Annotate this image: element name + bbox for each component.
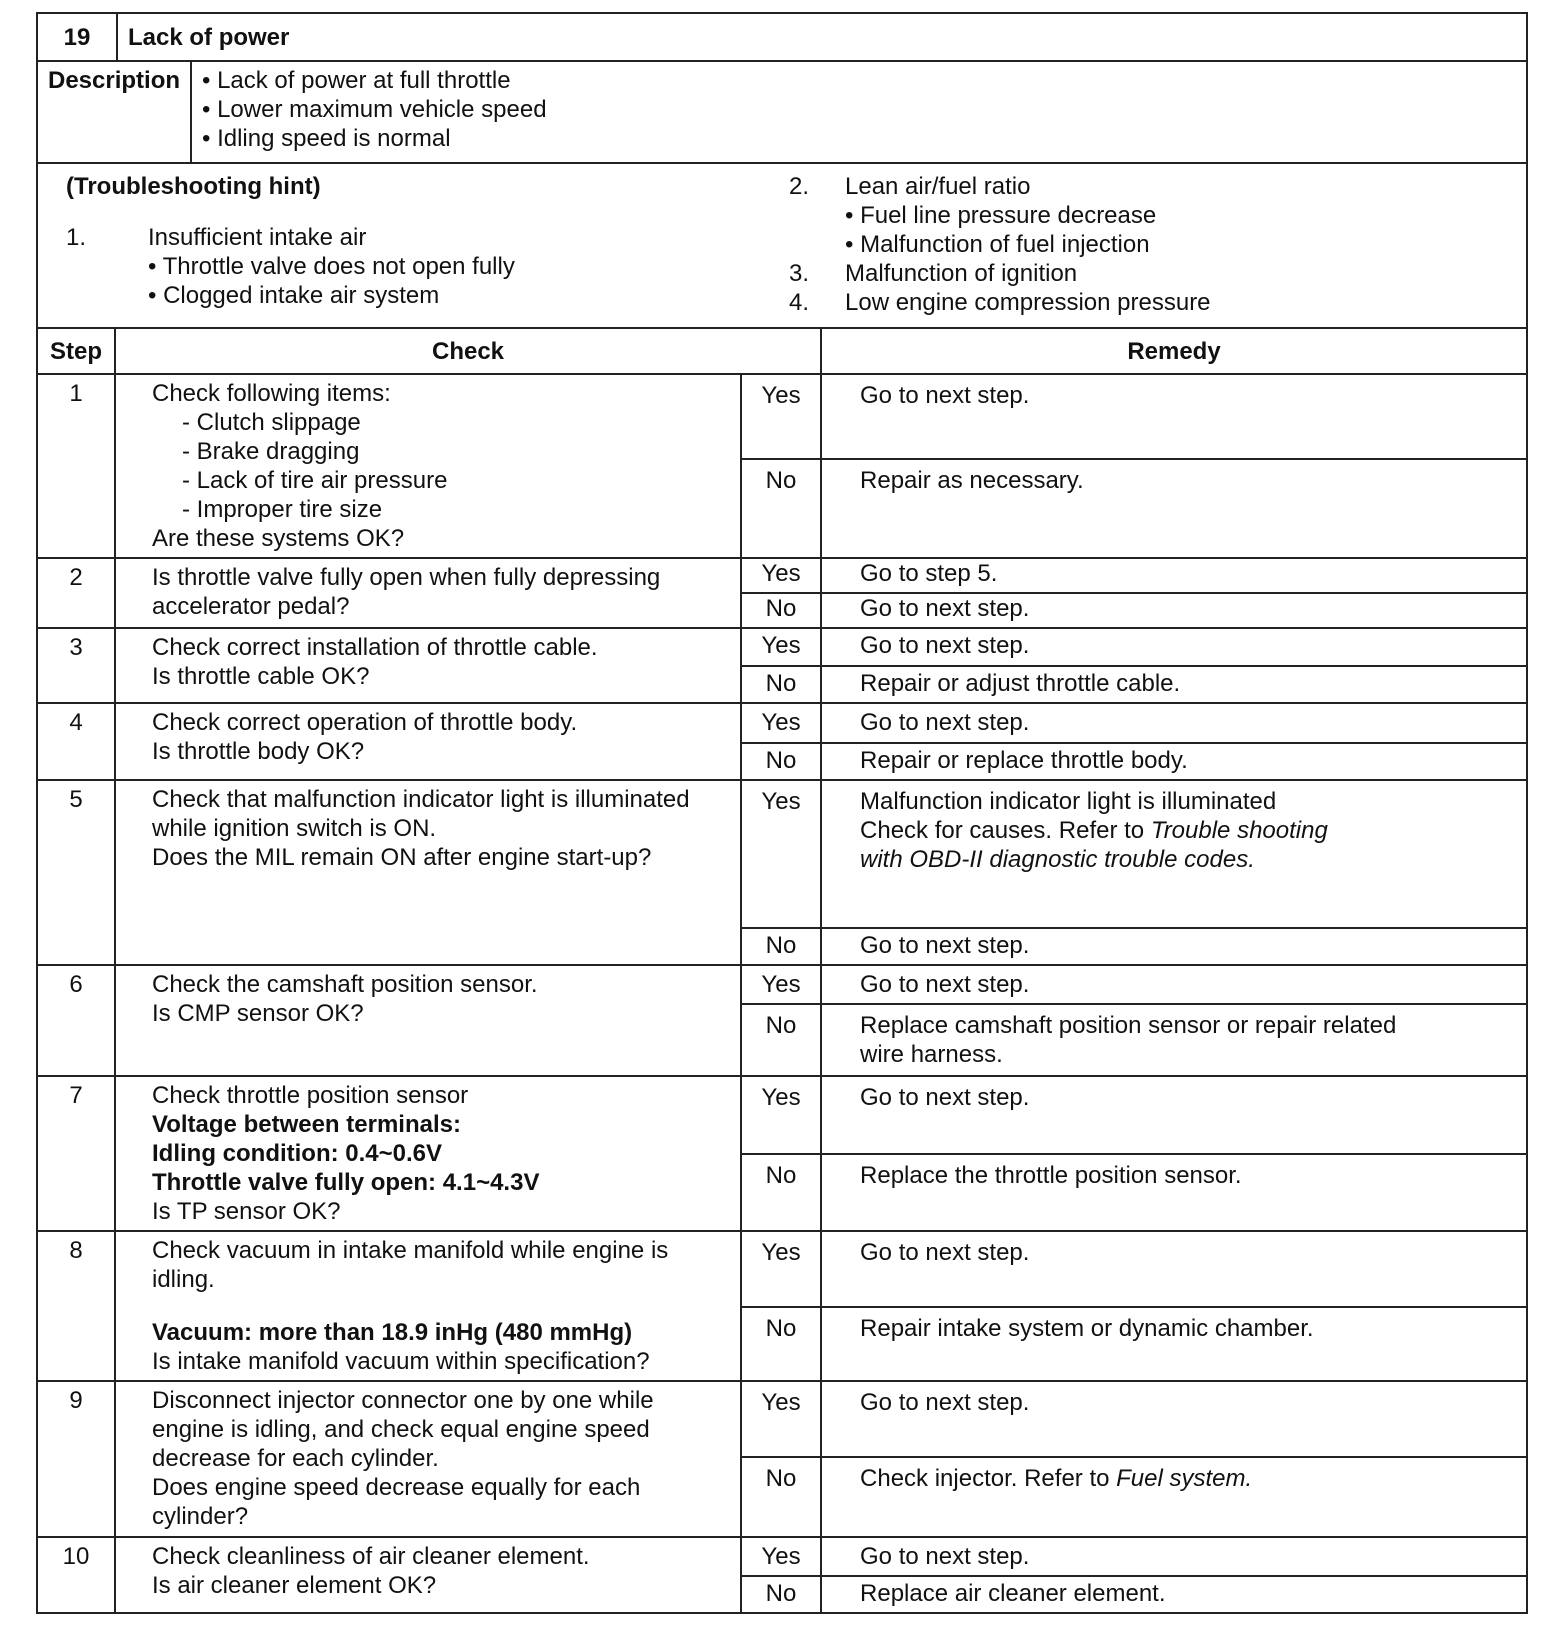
yes-label: Yes [741,558,821,593]
remedy-line [860,816,1516,845]
remedy-no: Repair or replace throttle body. [821,743,1527,780]
check-line: idling. [152,1266,215,1293]
step-number: 5 [37,780,115,965]
hint-number: 4. [789,289,810,316]
table-row [37,558,1527,593]
check-line: Is throttle cable OK? [152,663,370,690]
check-line: while ignition switch is ON. [152,815,437,842]
manual-reference-link[interactable]: with OBD-II diagnostic trouble codes. [860,846,1255,873]
remedy-no: Go to next step. [821,593,1527,628]
troubleshooting-hint [37,163,1527,328]
hint-sub: • Throttle valve does not open fully [148,253,515,280]
check-line: Check following items: [152,380,391,407]
remedy-yes: Go to next step. [821,374,1527,459]
yes-label: Yes [741,1537,821,1576]
manual-reference-link[interactable]: Trouble shooting [1150,817,1328,844]
no-label: No [741,1307,821,1381]
remedy-yes: Go to next step. [821,1537,1527,1576]
column-header-check: Check [115,328,821,374]
column-header-remedy: Remedy [821,328,1527,374]
remedy-yes: Go to next step. [821,1381,1527,1457]
check-line: Are these systems OK? [152,525,405,552]
procedure-number: 19 [37,13,117,61]
step-check [115,628,741,703]
no-label: No [741,928,821,965]
step-number: 2 [37,558,115,628]
table-row [37,628,1527,666]
step-check [115,1381,741,1537]
remedy-line: wire harness. [860,1041,1003,1068]
check-line: decrease for each cylinder. [152,1445,439,1472]
check-line: Check correct installation of throttle cable. [152,634,598,661]
step-check [115,780,741,965]
remedy-no: Repair intake system or dynamic chamber. [821,1307,1527,1381]
remedy-line: Replace camshaft position sensor or repair related [860,1012,1397,1039]
hint-text: Low engine compression pressure [845,289,1211,316]
spec-line: Idling condition: 0.4~0.6V [152,1140,443,1167]
remedy-yes: Go to step 5. [821,558,1527,593]
check-line: - Brake dragging [182,438,360,465]
hint-number: 2. [789,173,810,200]
remedy-line: Malfunction indicator light is illuminated [860,788,1277,815]
step-check [115,374,741,558]
remedy-no: Repair as necessary. [821,459,1527,558]
hint-right-column [775,172,1498,317]
check-line: - Clutch slippage [182,409,361,436]
check-line: Is TP sensor OK? [152,1198,341,1225]
step-check [115,965,741,1076]
table-row [37,703,1527,743]
check-line: Check the camshaft position sensor. [152,971,538,998]
remedy-yes: Go to next step. [821,703,1527,743]
remedy-yes: Go to next step. [821,628,1527,666]
hint-sub: • Clogged intake air system [148,282,440,309]
step-check [115,1537,741,1613]
step-check [115,558,741,628]
table-row [37,965,1527,1004]
table-row [37,1381,1527,1457]
hint-text: Insufficient intake air [148,224,367,251]
no-label: No [741,1154,821,1232]
check-line: - Improper tire size [182,496,383,523]
hint-number: 3. [789,260,810,287]
hint-text: Malfunction of ignition [845,260,1078,287]
description-item: • Lower maximum vehicle speed [202,96,547,123]
header-table [36,12,1528,62]
hint-item [66,223,775,252]
check-line: Does the MIL remain ON after engine start-up? [152,844,652,871]
check-line: Disconnect injector connector one by one while [152,1387,654,1414]
table-row [37,374,1527,459]
description-item: • Idling speed is normal [202,125,451,152]
remedy-no: Repair or adjust throttle cable. [821,666,1527,703]
check-line: Check cleanliness of air cleaner element. [152,1543,590,1570]
check-line: - Lack of tire air pressure [182,467,448,494]
yes-label: Yes [741,780,821,928]
yes-label: Yes [741,374,821,459]
hint-text: Lean air/fuel ratio [845,173,1031,200]
check-line: Check throttle position sensor [152,1082,469,1109]
check-line: Is throttle valve fully open when fully depressing [152,564,661,591]
table-row [37,1076,1527,1154]
no-label: No [741,743,821,780]
remedy-yes: Go to next step. [821,1076,1527,1154]
step-number: 8 [37,1231,115,1381]
check-line: engine is idling, and check equal engine speed [152,1416,650,1443]
no-label: No [741,1576,821,1613]
remedy-no: Go to next step. [821,928,1527,965]
check-line: Is throttle body OK? [152,738,365,765]
check-line: Check vacuum in intake manifold while engine is [152,1237,669,1264]
check-line: Is CMP sensor OK? [152,1000,364,1027]
step-number: 3 [37,628,115,703]
description-label: Description [37,61,191,163]
description-table [36,60,1528,164]
remedy-yes: Go to next step. [821,1231,1527,1307]
yes-label: Yes [741,1381,821,1457]
yes-label: Yes [741,1231,821,1307]
manual-reference-link[interactable]: Fuel system. [1116,1465,1253,1492]
steps-table [36,327,1528,1614]
no-label: No [741,1457,821,1537]
hint-left-column [66,172,775,317]
step-check [115,1076,741,1231]
hint-item [789,259,1498,288]
check-line: Is intake manifold vacuum within specification? [152,1348,650,1375]
remedy-no: Replace air cleaner element. [821,1576,1527,1613]
no-label: No [741,1004,821,1076]
remedy-no [821,1004,1527,1076]
spec-line: Voltage between terminals: [152,1111,461,1138]
no-label: No [741,459,821,558]
column-header-step: Step [37,328,115,374]
yes-label: Yes [741,965,821,1004]
table-row [37,780,1527,928]
spec-line: Vacuum: more than 18.9 inHg (480 mmHg) [152,1319,633,1346]
hint-item [789,172,1498,201]
yes-label: Yes [741,1076,821,1154]
description-item: • Lack of power at full throttle [202,67,511,94]
no-label: No [741,666,821,703]
step-number: 1 [37,374,115,558]
yes-label: Yes [741,703,821,743]
step-number: 9 [37,1381,115,1537]
step-number: 7 [37,1076,115,1231]
step-number: 4 [37,703,115,780]
hint-item [789,288,1498,317]
troubleshooting-sheet [36,12,1528,1614]
remedy-yes [821,780,1527,928]
step-check [115,703,741,780]
remedy-no: Replace the throttle position sensor. [821,1154,1527,1232]
hint-sub: • Malfunction of fuel injection [845,231,1150,258]
remedy-text: Check for causes. Refer to [860,817,1145,844]
spec-line: Throttle valve fully open: 4.1~4.3V [152,1169,540,1196]
hint-number: 1. [66,224,87,251]
check-line: cylinder? [152,1503,249,1530]
step-number: 10 [37,1537,115,1613]
step-check [115,1231,741,1381]
check-line: Check that malfunction indicator light is illuminated [152,786,690,813]
yes-label: Yes [741,628,821,666]
check-line: Is air cleaner element OK? [152,1572,437,1599]
step-number: 6 [37,965,115,1076]
procedure-title: Lack of power [117,13,1527,61]
check-line: Does engine speed decrease equally for each [152,1474,641,1501]
hint-sub: • Fuel line pressure decrease [845,202,1157,229]
no-label: No [741,593,821,628]
remedy-text: Check injector. Refer to [860,1465,1110,1492]
remedy-yes: Go to next step. [821,965,1527,1004]
table-row [37,1537,1527,1576]
description-list [191,61,1527,163]
hint-title: (Troubleshooting hint) [66,173,321,200]
check-line: accelerator pedal? [152,593,350,620]
check-line: Check correct operation of throttle body. [152,709,578,736]
remedy-no [821,1457,1527,1537]
table-row [37,1231,1527,1307]
hint-table [36,162,1528,329]
